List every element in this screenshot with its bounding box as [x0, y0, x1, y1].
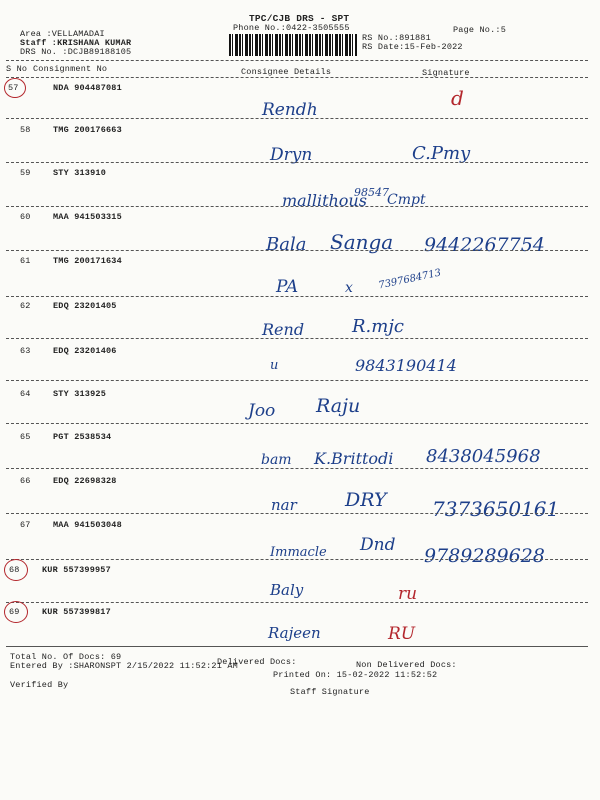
divider: [6, 118, 588, 119]
signature-handwriting: R.mjc: [352, 316, 405, 337]
row-consignment: EDQ 23201405: [53, 301, 117, 311]
drs-number: DRS No. :DCJB89188105: [20, 47, 132, 57]
col-header-signature: Signature: [422, 68, 470, 78]
divider: [6, 60, 588, 61]
delivered-docs: Delivered Docs:: [217, 657, 297, 667]
barcode: [229, 34, 357, 56]
row-sno: 67: [20, 520, 31, 530]
staff-field: Staff :KRISHANA KUMAR: [20, 38, 132, 48]
printed-on: Printed On: 15-02-2022 11:52:52: [273, 670, 438, 680]
row-consignment: KUR 557399957: [42, 565, 111, 575]
area-field: Area :VELLAMADAI: [20, 29, 105, 39]
entered-by: Entered By :SHARONSPT 2/15/2022 11:52:21 AM: [10, 661, 238, 671]
consignee-handwriting: PA: [276, 277, 299, 297]
row-sno: 63: [20, 346, 31, 356]
signature-handwriting: Raju: [316, 395, 361, 417]
signature-handwriting: 9843190414: [355, 356, 457, 375]
non-delivered-docs: Non Delivered Docs:: [356, 660, 457, 670]
consignee-handwriting: mallithous: [282, 191, 367, 210]
row-consignment: MAA 941503315: [53, 212, 122, 222]
consignee-handwriting: u: [270, 358, 279, 373]
divider: [6, 559, 588, 560]
total-docs: Total No. Of Docs: 69: [10, 652, 122, 662]
staff-signature: Staff Signature: [290, 687, 370, 697]
consignee-handwriting: Immacle: [270, 545, 327, 560]
consignee-handwriting: x: [345, 280, 353, 296]
verified-by: Verified By: [10, 680, 69, 690]
signature-handwriting: 8438045968: [426, 446, 541, 467]
row-sno: 60: [20, 212, 31, 222]
row-sno: 68: [9, 565, 20, 575]
signature-handwriting: 9442267754: [424, 234, 545, 256]
row-sno: 64: [20, 389, 31, 399]
col-header-consignee: Consignee Details: [241, 67, 332, 77]
col-header-consignment: Consignment No: [33, 64, 108, 74]
row-consignment: PGT 2538534: [53, 432, 112, 442]
signature-handwriting: RU: [388, 624, 416, 644]
phone-number: Phone No.:0422-3505555: [233, 23, 350, 33]
rs-number: RS No.:891881: [362, 33, 431, 43]
row-consignment: EDQ 23201406: [53, 346, 117, 356]
divider: [6, 162, 588, 163]
signature-handwriting: d: [451, 86, 464, 110]
signature-handwriting: 7373650161: [432, 497, 560, 521]
row-sno: 69: [9, 607, 20, 617]
divider: [6, 468, 588, 469]
row-sno: 58: [20, 125, 31, 135]
row-sno: 61: [20, 256, 31, 266]
signature-handwriting: 9789289628: [424, 545, 545, 567]
row-consignment: KUR 557399817: [42, 607, 111, 617]
row-sno: 59: [20, 168, 31, 178]
consignee-handwriting: Rend: [262, 320, 305, 339]
consignee-handwriting: Joo: [248, 401, 276, 421]
consignee-handwriting: Rendh: [262, 100, 318, 120]
divider: [6, 77, 588, 78]
divider: [6, 423, 588, 424]
row-consignment: NDA 904487081: [53, 83, 122, 93]
col-header-sno: S No: [6, 64, 28, 74]
divider: [6, 338, 588, 339]
signature-handwriting: 7397684713: [377, 267, 443, 292]
rs-date: RS Date:15-Feb-2022: [362, 42, 463, 52]
row-sno: 65: [20, 432, 31, 442]
divider: [6, 296, 588, 297]
row-consignment: STY 313925: [53, 389, 107, 399]
divider: [6, 602, 588, 603]
row-consignment: STY 313910: [53, 168, 107, 178]
consignee-handwriting: Bala: [266, 234, 307, 255]
divider: [6, 206, 588, 207]
signature-handwriting: Cmpt: [387, 192, 426, 208]
divider: [6, 646, 588, 647]
row-consignment: TMG 200171634: [53, 256, 122, 266]
consignee-handwriting: Dnd: [360, 535, 396, 555]
consignee-handwriting: K.Brittodi: [314, 449, 394, 468]
row-sno: 57: [8, 83, 19, 93]
consignee-handwriting: nar: [271, 496, 297, 514]
divider: [6, 380, 588, 381]
consignee-handwriting: Rajeen: [268, 624, 321, 642]
consignee-handwriting: Sanga: [330, 230, 394, 254]
row-consignment: TMG 200176663: [53, 125, 122, 135]
report-title: TPC/CJB DRS - SPT: [249, 13, 350, 24]
consignee-handwriting: Baly: [270, 581, 304, 599]
consignee-handwriting: DRY: [345, 489, 387, 511]
row-consignment: EDQ 22698328: [53, 476, 117, 486]
signature-handwriting: ru: [398, 584, 418, 604]
consignee-handwriting: Dryn: [270, 145, 313, 165]
row-sno: 66: [20, 476, 31, 486]
page-number: Page No.:5: [453, 25, 507, 35]
divider: [6, 250, 588, 251]
consignee-handwriting: 98547: [354, 186, 389, 199]
signature-handwriting: C.Pmy: [412, 143, 471, 164]
consignee-handwriting: bam: [261, 452, 292, 468]
row-sno: 62: [20, 301, 31, 311]
row-consignment: MAA 941503048: [53, 520, 122, 530]
divider: [6, 513, 588, 514]
